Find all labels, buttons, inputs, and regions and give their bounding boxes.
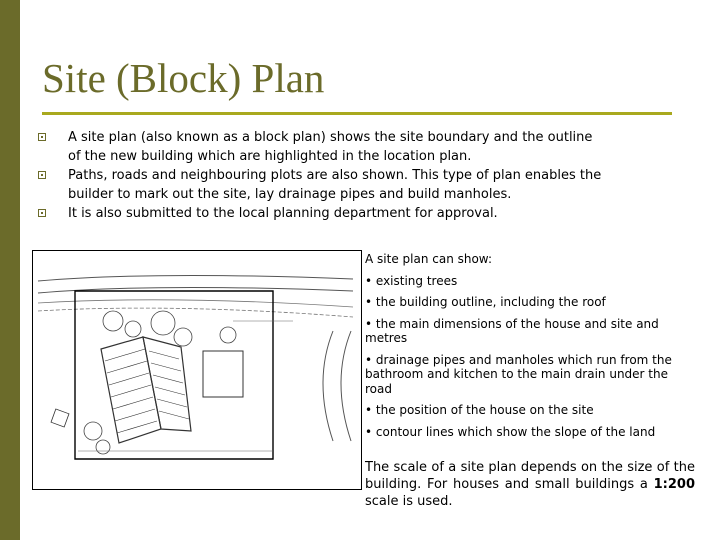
scale-text-before: The scale of a site plan depends on the size of the building. For houses and small buildings a bbox=[365, 460, 695, 492]
bullet-item bbox=[38, 166, 678, 204]
panel-item: • drainage pipes and manholes which run from the bathroom and kitchen to the main drain under the road bbox=[365, 352, 672, 396]
bullet-item bbox=[38, 128, 678, 166]
scale-value: 1:200 bbox=[653, 477, 695, 492]
panel-intro: A site plan can show: bbox=[365, 252, 493, 266]
panel-item: • the building outline, including the roof bbox=[365, 295, 606, 309]
bullet-line: It is also submitted to the local planning department for approval. bbox=[68, 206, 498, 221]
bullet-item bbox=[38, 204, 678, 223]
panel-item: • existing trees bbox=[365, 273, 458, 288]
slide-side-bar bbox=[0, 0, 20, 540]
title-divider bbox=[42, 112, 672, 115]
slide-title: Site (Block) Plan bbox=[42, 55, 325, 101]
site-plan-sketch bbox=[33, 251, 361, 489]
bullet-line: Paths, roads and neighbouring plots are also shown. This type of plan enables the bbox=[68, 168, 602, 183]
scale-text-after: scale is used. bbox=[365, 494, 453, 509]
site-plan-drawing bbox=[32, 250, 362, 490]
panel-item: • the main dimensions of the house and site and metres bbox=[365, 316, 659, 345]
square-bullet-icon bbox=[38, 133, 46, 141]
site-plan-content-panel bbox=[365, 252, 695, 510]
panel-item: • contour lines which show the slope of the land bbox=[365, 424, 656, 439]
bullet-line: A site plan (also known as a block plan) shows the site boundary and the outline bbox=[68, 130, 593, 145]
scale-paragraph bbox=[365, 459, 695, 510]
square-bullet-icon bbox=[38, 209, 46, 217]
bullet-line: of the new building which are highlighted in the location plan. bbox=[68, 149, 472, 164]
panel-item: • the position of the house on the site bbox=[365, 403, 594, 417]
square-bullet-icon bbox=[38, 171, 46, 179]
bullet-list bbox=[38, 128, 678, 223]
bullet-line: builder to mark out the site, lay drainage pipes and build manholes. bbox=[68, 187, 512, 202]
